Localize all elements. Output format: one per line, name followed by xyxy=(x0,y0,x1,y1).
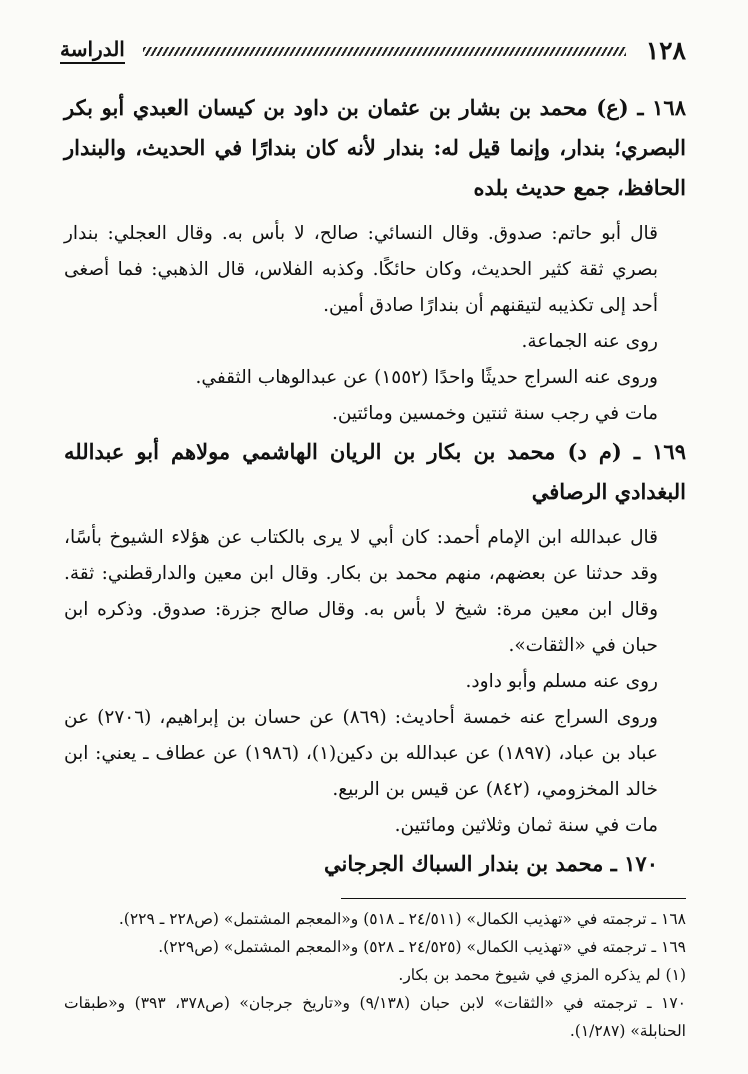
footnote: ١٦٩ ـ ترجمته في «تهذيب الكمال» (٢٤/٥٢٥ ـ ٥٢٨) و«المعجم المشتمل» (ص٢٢٩). xyxy=(158,938,686,956)
paragraph: وروى السراج عنه خمسة أحاديث: (٨٦٩) عن حسان بن إبراهيم، (٢٧٠٦) عن عباد بن عباد، (١٨٩٧) عن عبدالله بن دكين(١)، (١٩٨٦) عن عطاف ـ يعني: ابن خالد المخزومي، (٨٤٢) عن قيس بن الربيع. xyxy=(64,707,658,800)
paragraph: قال أبو حاتم: صدوق. وقال النسائي: صالح، لا بأس به. وقال العجلي: بندار بصري ثقة كثير الحديث، وكان حائكًا. وكذبه الفلاس، قال الذهبي: فما أصغى أحد إلى تكذيبه لتيقنهم أن بندارًا صادق أمين. xyxy=(64,223,658,316)
entry-heading-169: ١٦٩ ـ (م د) محمد بن بكار بن الريان الهاشمي مولاهم أبو عبدالله البغدادي الرصافي xyxy=(64,439,686,504)
paragraph: وروى عنه السراج حديثًا واحدًا (١٥٥٢) عن عبدالوهاب الثقفي. xyxy=(195,367,658,388)
header-rule xyxy=(143,47,626,56)
footnote: ١٧٠ ـ ترجمته في «الثقات» لابن حبان (٩/١٣٨) و«تاريخ جرجان» (ص٣٧٨، ٣٩٣) و«طبقات الحنابلة» (١/٢٨٧). xyxy=(64,994,686,1040)
paragraph: مات في رجب سنة ثنتين وخمسين ومائتين. xyxy=(331,403,658,424)
page-body xyxy=(64,88,686,1045)
page-number: ١٢٨ xyxy=(645,35,686,65)
page-header xyxy=(60,30,686,70)
footnotes xyxy=(64,905,686,1045)
entry-heading-168: ١٦٨ ـ (ع) محمد بن بشار بن عثمان بن داود بن كيسان العبدي أبو بكر البصري؛ بندار، وإنما قيل له: بندار لأنه كان بندارًا في الحديث، والبندار الحافظ، جمع حديث بلده xyxy=(64,95,686,200)
footnote: ١٦٨ ـ ترجمته في «تهذيب الكمال» (٢٤/٥١١ ـ ٥١٨) و«المعجم المشتمل» (ص٢٢٨ ـ ٢٢٩). xyxy=(118,910,686,928)
paragraph: قال عبدالله ابن الإمام أحمد: كان أبي لا يرى بالكتاب عن هؤلاء الشيوخ بأسًا، وقد حدثنا عن بعضهم، منهم محمد بن بكار. وقال ابن معين والدارقطني: ثقة. وقال ابن معين مرة: شيخ لا بأس به. وقال صالح جزرة: صدوق. وذكره ابن حبان في «الثقات». xyxy=(64,527,658,656)
section-title: الدراسة xyxy=(60,37,125,64)
footnote-rule xyxy=(341,898,686,899)
footnote: (١) لم يذكره المزي في شيوخ محمد بن بكار. xyxy=(398,966,686,984)
paragraph: روى عنه مسلم وأبو داود. xyxy=(465,671,658,692)
entry-heading-170: ١٧٠ ـ محمد بن بندار السباك الجرجاني xyxy=(324,851,658,876)
paragraph: روى عنه الجماعة. xyxy=(521,331,658,352)
paragraph: مات في سنة ثمان وثلاثين ومائتين. xyxy=(394,815,658,836)
